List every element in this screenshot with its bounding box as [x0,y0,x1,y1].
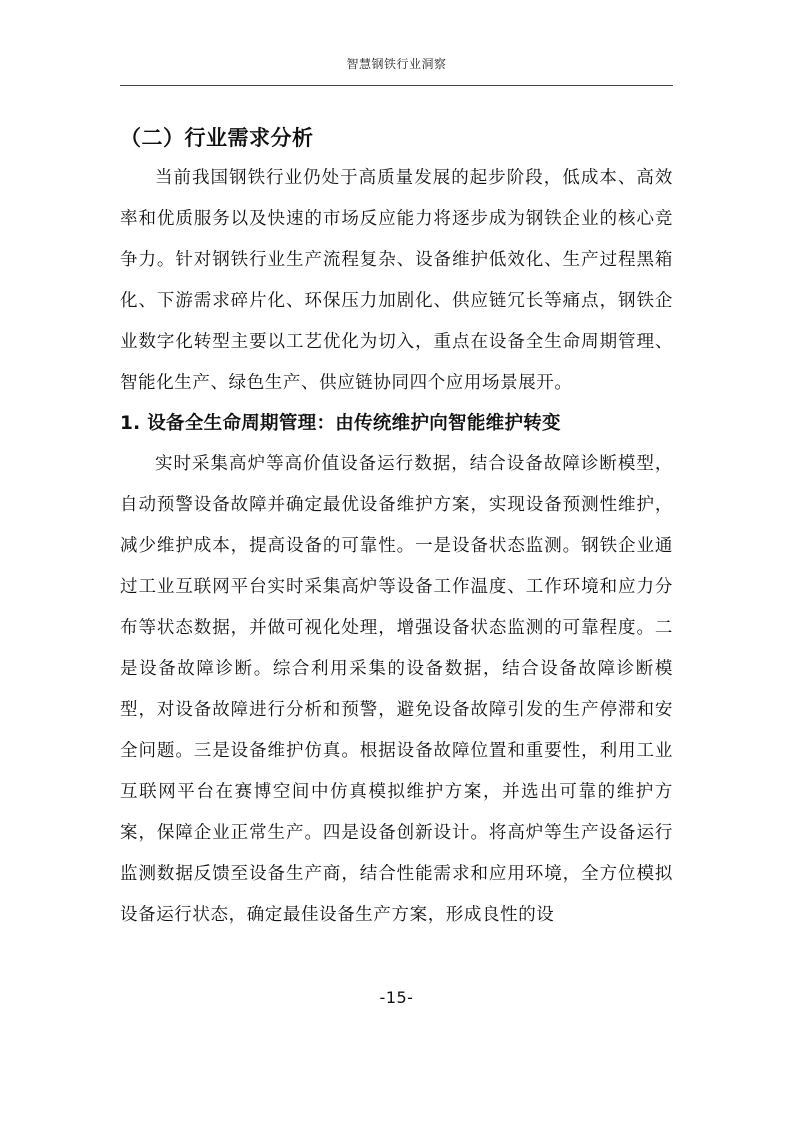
page-number: -15- [379,988,414,1007]
intro-paragraph: 当前我国钢铁行业仍处于高质量发展的起步阶段，低成本、高效率和优质服务以及快速的市场反应能力将逐步成为钢铁企业的核心竞争力。针对钢铁行业生产流程复杂、设备维护低效化、生产过程黑箱化、下游需求碎片化、环保压力加剧化、供应链冗长等痛点，钢铁企业数字化转型主要以工艺优化为切入，重点在设备全生命周期管理、智能化生产、绿色生产、供应链协同四个应用场景展开。 [120,168,673,393]
section-heading: （二）行业需求分析 [120,126,314,150]
running-header: 智慧钢铁行业洞察 [346,57,447,71]
page-body [120,118,673,936]
subsection-heading: 1. 设备全生命周期管理：由传统维护向智能维护转变 [120,413,561,434]
header-divider [120,85,673,86]
body-paragraph: 实时采集高炉等高价值设备运行数据，结合设备故障诊断模型，自动预警设备故障并确定最优设备维护方案，实现设备预测性维护，减少维护成本，提高设备的可靠性。一是设备状态监测。钢铁企业通过工业互联网平台实时采集高炉等设备工作温度、工作环境和应力分布等状态数据，并做可视化处理，增强设备状态监测的可靠程度。二是设备故障诊断。综合利用采集的设备数据，结合设备故障诊断模型，对设备故障进行分析和预警，避免设备故障引发的生产停滞和安全问题。三是设备维护仿真。根据设备故障位置和重要性，利用工业互联网平台在赛博空间中仿真模拟维护方案，并选出可靠的维护方案，保障企业正常生产。四是设备创新设计。将高炉等生产设备运行监测数据反馈至设备生产商，结合性能需求和应用环境，全方位模拟设备运行状态，确定最佳设备生产方案，形成良性的设 [120,454,673,925]
